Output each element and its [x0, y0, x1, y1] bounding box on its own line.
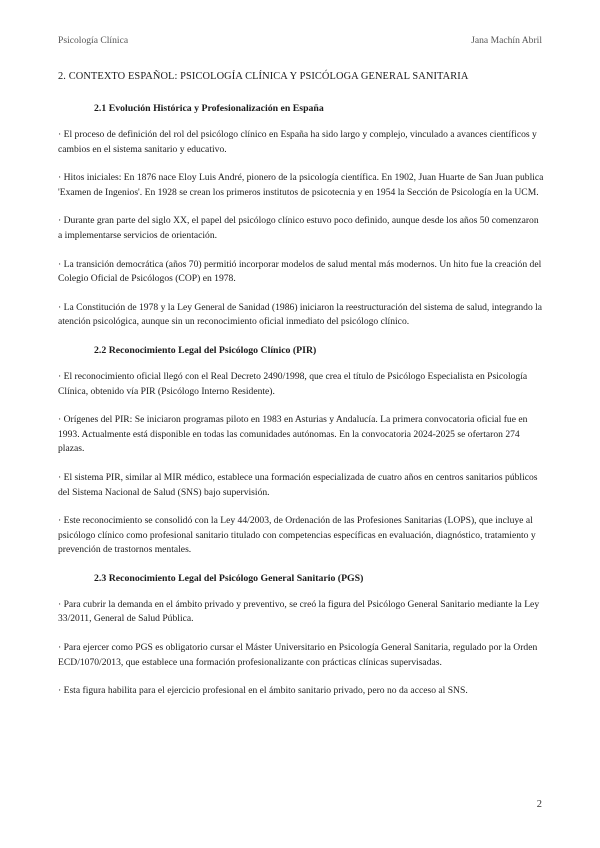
subsection-title-2-2: 2.2 Reconocimiento Legal del Psicólogo Clínico (PIR) [94, 344, 317, 356]
paragraph: · Esta figura habilita para el ejercicio profesional en el ámbito sanitario privado, pero no da acceso al SNS. [58, 685, 468, 697]
paragraph: · Este reconocimiento se consolidó con la Ley 44/2003, de Ordenación de las Profesiones Sanitarias (LOPS), que incluye al psicólogo clínico como profesional sanitario titulado con competencias específicas en evaluación, diagnóstico, tratamiento y prevención de trastornos mentales. [58, 515, 536, 556]
section-title: 2. CONTEXTO ESPAÑOL: PSICOLOGÍA CLÍNICA Y PSICÓLOGA GENERAL SANITARIA [58, 71, 469, 82]
header-course-title: Psicología Clínica [58, 35, 129, 46]
paragraph: · El sistema PIR, similar al MIR médico, establece una formación especializada de cuatro años en centros sanitarios públicos del Sistema Nacional de Salud (SNS) bajo supervisión. [58, 471, 538, 498]
subsection-title-2-3: 2.3 Reconocimiento Legal del Psicólogo General Sanitario (PGS) [94, 572, 364, 584]
paragraph: · La transición democrática (años 70) permitió incorporar modelos de salud mental más modernos. Un hito fue la creación del Colegio Oficial de Psicólogos (COP) en 1978. [58, 258, 542, 285]
paragraph: · Para cubrir la demanda en el ámbito privado y preventivo, se creó la figura del Psicólogo General Sanitario mediante la Ley 33/2011, General de Salud Pública. [58, 598, 540, 625]
paragraph: · El proceso de definición del rol del psicólogo clínico en España ha sido largo y complejo, vinculado a avances científicos y cambios en el sistema sanitario y educativo. [58, 129, 537, 155]
paragraph: · El reconocimiento oficial llegó con el Real Decreto 2490/1998, que crea el título de Psicólogo Especialista en Psicología Clínica, obtenido vía PIR (Psicólogo Interno Residente). [58, 370, 528, 397]
paragraph: · Para ejercer como PGS es obligatorio cursar el Máster Universitario en Psicología General Sanitaria, regulado por la Orden ECD/1070/2013, que establece una formación profesionalizante con prácticas clínicas supervisadas. [58, 642, 538, 668]
paragraph: · La Constitución de 1978 y la Ley General de Sanidad (1986) iniciaron la reestructuración del sistema de salud, integrando la atención psicológica, aunque sin un reconocimiento oficial inmediato del psicólogo clínico. [58, 301, 543, 328]
paragraph: · Orígenes del PIR: Se iniciaron programas piloto en 1983 en Asturias y Andalucía. La primera convocatoria oficial fue en 1993. Actualmente está disponible en todas las comunidades autónomas. En la convocatoria 2024-2025 se ofertaron 274 plazas. [58, 414, 528, 455]
page-number: 2 [536, 799, 542, 810]
paragraph: · Hitos iniciales: En 1876 nace Eloy Luis André, pionero de la psicología científica. En 1902, Juan Huarte de San Juan publica 'Examen de Ingenios'. En 1928 se crean los primeros institutos de psicotecnia y en 1954 la Sección de Psicología en la UCM. [58, 172, 544, 198]
paragraph: · Durante gran parte del siglo XX, el papel del psicólogo clínico estuvo poco definido, aunque desde los años 50 comenzaron a implementarse servicios de orientación. [58, 215, 539, 241]
subsection-title-2-1: 2.1 Evolución Histórica y Profesionalización en España [94, 103, 324, 114]
header-author-name: Jana Machín Abril [471, 35, 542, 46]
document-body [58, 70, 544, 713]
